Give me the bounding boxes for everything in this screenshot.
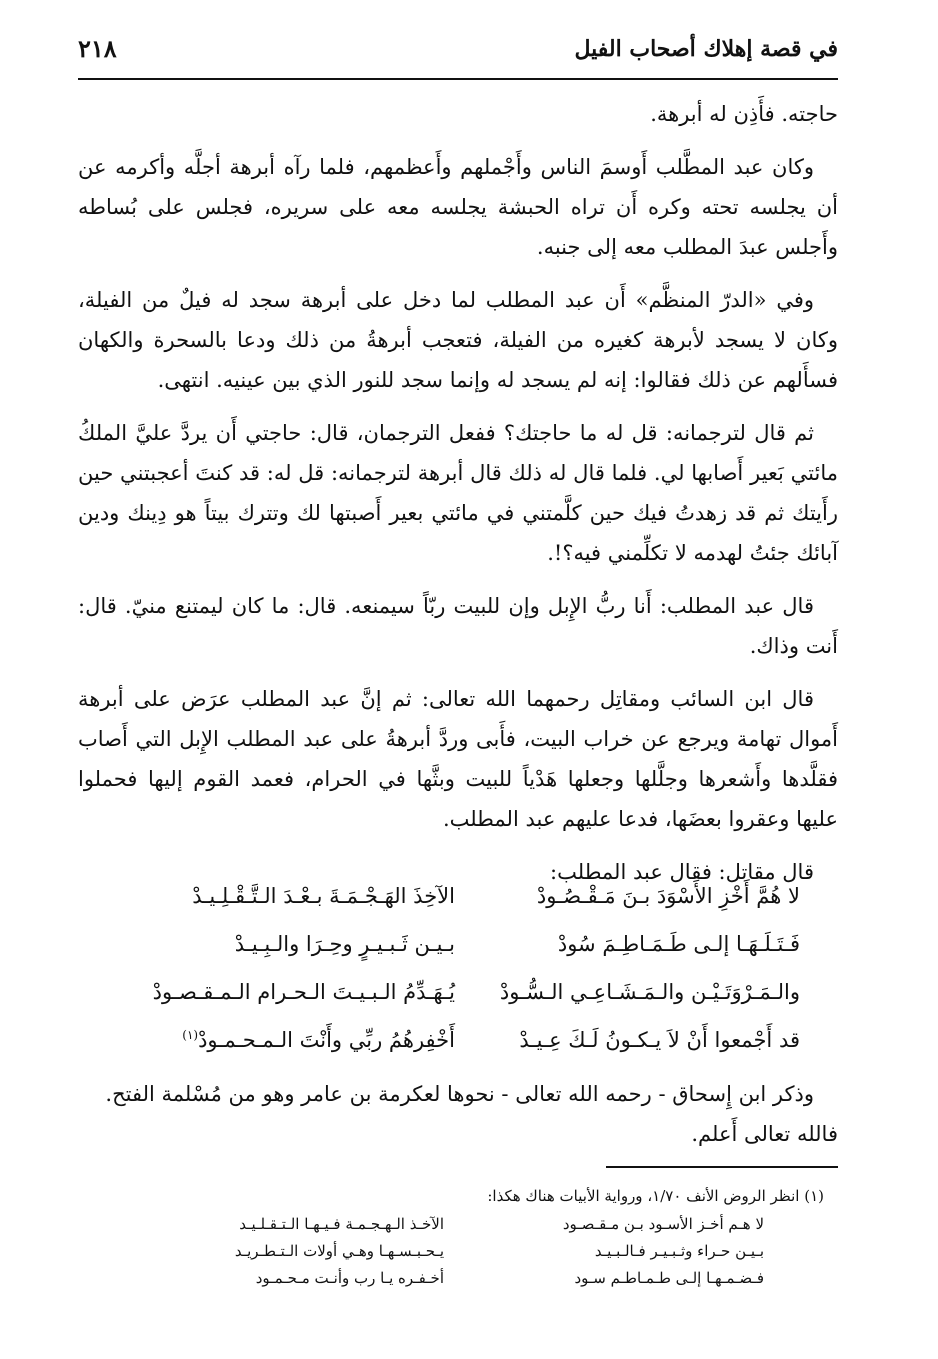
footnote-separator: [606, 1166, 838, 1168]
poem-first-hemistich: لا هُمَّ أَخْزِ الأَسْوَدَ بـنَ مَـقْـصُـودْ: [536, 884, 800, 908]
poem-second-hemistich: يُـهَـدِّمُ الـبـيـتَ الـحـرام الـمـقـصـودْ: [152, 980, 455, 1004]
running-header: [78, 32, 838, 80]
verse-intro: قال مقاتل: فقال عبد المطلب:: [550, 860, 814, 884]
paragraph: قال عبد المطلب: أَنا ربُّ الإِبل وإن للبيت ربّاً سيمنعه. قال: ما كان ليمتنع منيّ. قال: أَنت وذاك.: [78, 594, 838, 658]
footnote-second-hemistich: الآخـذ الـهـجـمـة فـيـهـا الـتـقـلـيـد: [239, 1215, 444, 1233]
page-number: ٢١٨: [78, 34, 117, 63]
footnote-poem: [78, 1212, 764, 1293]
paragraph: وفي «الدرّ المنظَّم» أَن عبد المطلب لما دخل على أبرهة سجد له فيلٌ من الفيلة، وكان لا يسجد لأبرهة كغيره من الفيلة، فتعجب أبرهةُ من ذلك ودعا بالسحرة والكهان فسأَلهم عن ذلك فقالوا: إنه لم يسجد له وإنما سجد للنور الذي بين عينيه. انتهى.: [78, 288, 838, 392]
footnote-intro: (١) انظر الروض الأنف ١/٧٠، ورواية الأبيات هناك هكذا:: [487, 1187, 824, 1205]
footnote-poem-line: [78, 1239, 764, 1266]
poem-second-hemistich: بـيـن ثَـبـيـرٍ وحِـرَا والـبِـيـدْ: [234, 932, 455, 956]
poem-line: [110, 932, 800, 980]
footnote-poem-line: [78, 1266, 764, 1293]
footnote: [78, 1184, 838, 1293]
paragraph: حاجته. فأَذِن له أبرهة.: [650, 102, 838, 126]
poem-second-hemistich: الآخِذَ الهَـجْـمَـةَ بـعْـدَ الـتَّـقْـلِـيـدْ: [192, 884, 455, 908]
paragraph: قال ابن السائب ومقاتِل رحمهما الله تعالى: ثم إنَّ عبد المطلب عرَض على أبرهة أَموال تهامة ويرجع عن خراب البيت، فأَبى وردَّ أبرهةُ على عبد المطلب الإِبل التي أَصاب فقلَّدها وأَشعرها وجلَّلها وجعلها هَدْياً للبيت وبثَّها في الحرام، فعمد القوم إليها فحملوا عليها وعقروا بعضَها، فدعا عليهم عبد المطلب.: [78, 687, 838, 831]
hemistich-text: أَخْفِرهُمُ ربِّي وأَنْتَ الـمـحـمـودْ: [198, 1028, 455, 1052]
footnote-poem-line: [78, 1212, 764, 1239]
footnote-second-hemistich: يـحـبـسـهـا وهـي أولات الـتـطـريـد: [234, 1242, 444, 1260]
poem-first-hemistich: والـمَـرْوَتَـيْـن والـمَـشَـاعِـي الـسُّـودْ: [499, 980, 800, 1004]
poem-second-hemistich: [125, 1028, 455, 1052]
chapter-title: في قصة إهلاك أصحاب الفيل: [574, 36, 838, 62]
paragraph: وذكر ابن إِسحاق - رحمه الله تعالى - نحوها لعكرمة بن عامر وهو من مُسْلمة الفتح.: [105, 1082, 814, 1106]
poem: [110, 884, 800, 1076]
closing-text: [78, 1074, 838, 1154]
footnote-marker: (١): [182, 1028, 199, 1042]
poem-line: [110, 884, 800, 932]
paragraph: وكان عبد المطَّلب أَوسمَ الناس وأَجْملهم وأَعظمهم، فلما رآه أبرهة أجلَّه وأكرمه عن أن يجلسه تحته وكره أَن تراه الحبشة يجلسه معه على سريره، فجلس على بُساطه وأَجلس عبدَ المطلب معه إلى جنبه.: [78, 155, 838, 259]
footnote-first-hemistich: فـضـمـهـا إلـى طـمـاطـم سـود: [574, 1269, 764, 1287]
main-text: [78, 94, 838, 892]
footnote-first-hemistich: بـيـن حـراء وثـبـيـر فـالـبـيـد: [594, 1242, 764, 1260]
footnote-second-hemistich: أخـفـره يـا رب وأنـت مـحـمـود: [255, 1269, 444, 1287]
poem-first-hemistich: قد أَجْمعوا أَنْ لاَ يـكـونُ لَـكَ عِـيـدْ: [519, 1028, 800, 1052]
poem-first-hemistich: فَـتَـلَـهَـا إلـى طَـمَـاطِـمَ سُودْ: [557, 932, 800, 956]
poem-line: [110, 980, 800, 1028]
poem-line: [110, 1028, 800, 1076]
footnote-first-hemistich: لا هـم أخـز الأسـود بـن مـقـصـود: [562, 1215, 764, 1233]
paragraph: ثم قال لترجمانه: قل له ما حاجتك؟ ففعل الترجمان، قال: حاجتي أَن يردَّ عليَّ الملكُ مائتي بَعير أَصابها لي. فلما قال له ذلك قال أبرهة لترجمانه: قل له: قد كنتَ أعجبتني حين رأَيتك ثم قد زهدتُ فيك حين كلَّمتني في مائتي بعير أَصبتها لك وتترك بيتاً هو دِينك ودين آبائك جئتُ لهدمه لا تكلِّمني فيه؟!.: [78, 421, 838, 565]
paragraph: فالله تعالى أَعلم.: [691, 1122, 838, 1146]
